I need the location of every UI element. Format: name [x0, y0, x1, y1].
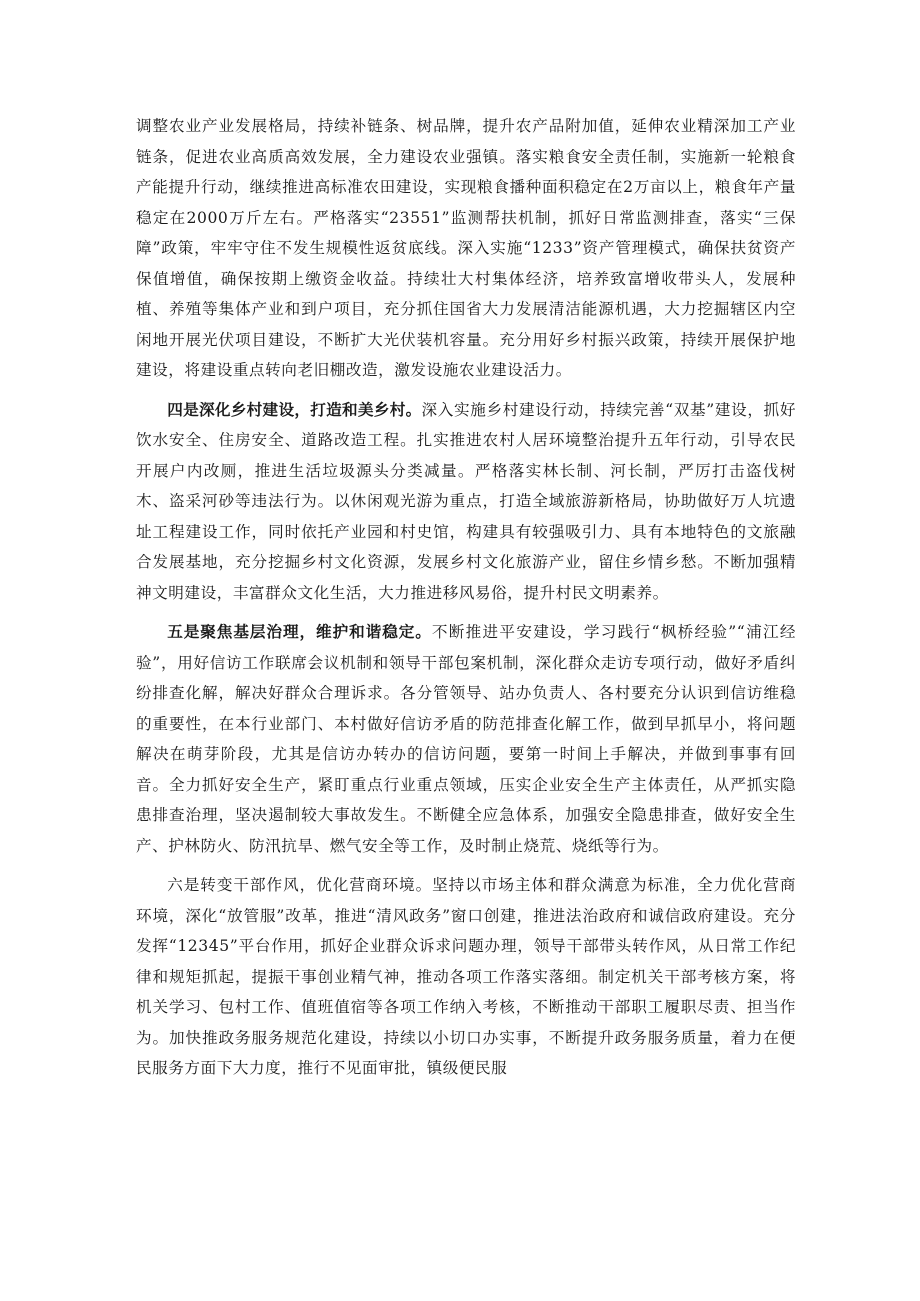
- paragraph-text: 六是转变干部作风，优化营商环境。坚持以市场主体和群众满意为标准，全力优化营商环境，深化“放管服”改革，推进“清风政务”窗口创建，推进法治政府和诚信政府建设。充分发挥“12345”平台作用，抓好企业群众诉求问题办理，领导干部带头转作风，从日常工作纪律和规矩抓起，提振干事创业精气神，推动各项工作落实落细。制定机关干部考核方案，将机关学习、包村工作、值班值宿等各项工作纳入考核，不断推动干部职工履职尽责、担当作为。加快推政务服务规范化建设，持续以小切口办实事，不断提升政务服务质量，着力在便民服务方面下大力度，推行不见面审批，镇级便民服: [136, 876, 796, 1077]
- paragraph-text: 深入实施乡村建设行动，持续完善“双基”建设，抓好饮水安全、住房安全、道路改造工程。扎实推进农村人居环境整治提升五年行动，引导农民开展户内改厕，推进生活垃圾源头分类减量。严格落实林长制、河长制，严厉打击盗伐树木、盗采河砂等违法行为。以休闲观光游为重点，打造全域旅游新格局，协助做好万人坑遗址工程建设工作，同时依托产业园和村史馆，构建具有较强吸引力、具有本地特色的文旅融合发展基地，充分挖掘乡村文化资源，发展乡村文化旅游产业，留住乡情乡愁。不断加强精神文明建设，丰富群众文化生活，大力推进移风易俗，提升村民文明素养。: [136, 400, 796, 602]
- section-heading: 五是聚焦基层治理，维护和谐稳定。: [167, 623, 432, 641]
- paragraph-text: 调整农业产业发展格局，持续补链条、树品牌，提升农产品附加值，延伸农业精深加工产业链条，促进农业高质高效发展，全力建设农业强镇。落实粮食安全责任制，实施新一轮粮食产能提升行动，继续推进高标准农田建设，实现粮食播种面积稳定在2万亩以上，粮食年产量稳定在2000万斤左右。严格落实“23551”监测帮扶机制，抓好日常监测排查，落实“三保障”政策，牢牢守住不发生规模性返贫底线。深入实施“1233”资产管理模式，确保扶贫资产保值增值，确保按期上缴资金收益。持续壮大村集体经济，培养致富增收带头人，发展种植、养殖等集体产业和到户项目，充分抓住国省大力发展清洁能源机遇，大力挖掘辖区内空闲地开展光伏项目建设，不断扩大光伏装机容量。充分用好乡村振兴政策，持续开展保护地建设，将建设重点转向老旧棚改造，激发设施农业建设活力。: [136, 117, 796, 379]
- paragraph-grassroots-governance: [136, 617, 796, 861]
- document-page: [136, 111, 796, 1084]
- paragraph-agriculture: [136, 111, 796, 386]
- paragraph-work-style: [136, 870, 796, 1084]
- paragraph-text: 不断推进平安建设，学习践行“枫桥经验”“浦江经验”，用好信访工作联席会议机制和领导干部包案机制，深化群众走访专项行动，做好矛盾纠纷排查化解，解决好群众合理诉求。各分管领导、站办负责人、各村要充分认识到信访维稳的重要性，在本行业部门、本村做好信访矛盾的防范排查化解工作，做到早抓早小，将问题解决在萌芽阶段，尤其是信访办转办的信访问题，要第一时间上手解决，并做到事事有回音。全力抓好安全生产，紧盯重点行业重点领域，压实企业安全生产主体责任，从严抓实隐患排查治理，坚决遏制较大事故发生。不断健全应急体系，加强安全隐患排查，做好安全生产、护林防火、防汛抗旱、燃气安全等工作，及时制止烧荒、烧纸等行为。: [136, 623, 796, 855]
- paragraph-rural-construction: [136, 395, 796, 609]
- section-heading: 四是深化乡村建设，打造和美乡村。: [167, 400, 422, 419]
